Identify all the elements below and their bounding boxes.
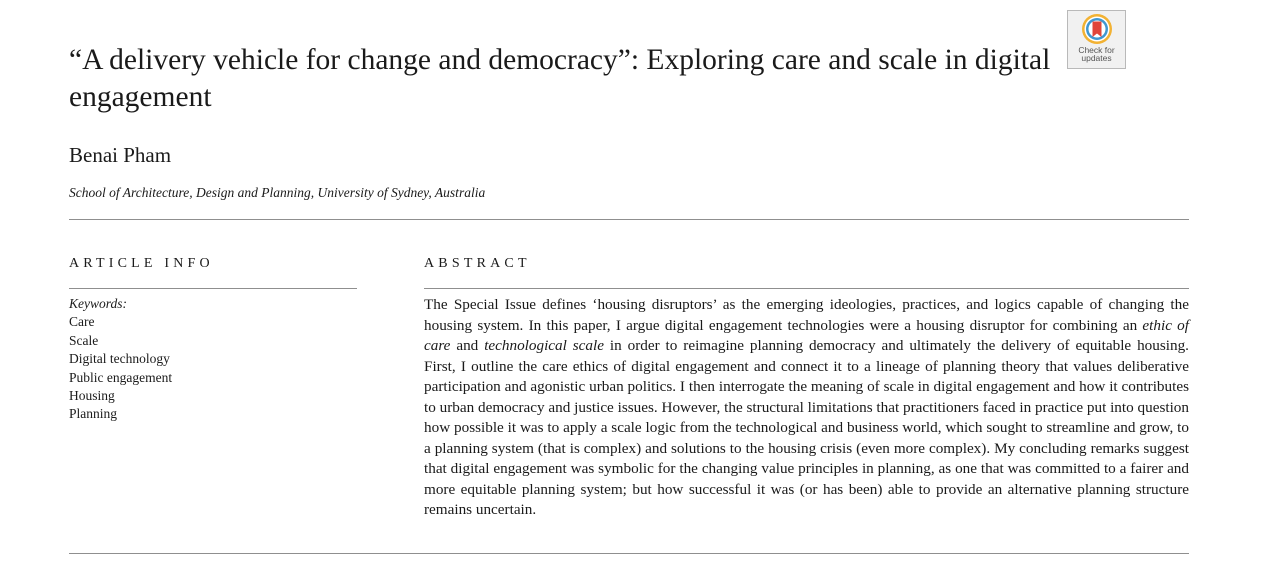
check-for-updates-icon	[1081, 13, 1113, 45]
keyword-item: Public engagement	[69, 369, 173, 385]
badge-label-line-2: updates	[1081, 53, 1112, 63]
article-info-heading: ARTICLE INFO	[69, 256, 214, 271]
abstract-divider	[424, 288, 1189, 289]
keywords-label: Keywords:	[69, 296, 127, 311]
badge-label-line-1: Check for	[1078, 45, 1115, 55]
footer-divider	[69, 553, 1189, 554]
author-name: Benai Pham	[69, 143, 172, 167]
abstract-emphasis-ethic-of-care: ethic of care	[424, 316, 1189, 354]
article-info-divider	[69, 288, 357, 289]
keyword-item: Digital technology	[69, 351, 170, 367]
header-divider	[69, 219, 1189, 220]
abstract-heading: ABSTRACT	[424, 256, 531, 271]
abstract-text-part-1: The Special Issue defines ‘housing disruptors’ as the emerging ideologies, practices, and logics capable of changing the housing system. In this paper, I argue digital engagement technologies were a housing disruptor for combining an	[424, 296, 1189, 334]
author-affiliation: School of Architecture, Design and Planning, University of Sydney, Australia	[69, 185, 486, 200]
check-for-updates-badge[interactable]	[1067, 10, 1126, 69]
keyword-item: Planning	[69, 406, 118, 422]
keywords-block	[69, 295, 172, 424]
article-title: “A delivery vehicle for change and democracy”: Exploring care and scale in digital engagement	[69, 44, 1051, 113]
abstract-text-part-2: and	[450, 337, 485, 354]
keyword-item: Scale	[69, 332, 99, 348]
keyword-item: Care	[69, 314, 95, 330]
keyword-item: Housing	[69, 388, 115, 404]
keywords-list	[69, 313, 172, 423]
abstract-emphasis-technological-scale: technological scale	[484, 337, 604, 354]
abstract-text	[424, 295, 1189, 521]
abstract-text-part-3: in order to reimagine planning democracy and ultimately the delivery of equitable housing. First, I outline the care ethics of digital engagement and connect it to a lineage of planning theory that values deliberative participation and agonistic urban politics. I then interrogate the meaning of scale in digital engagement and how it contributes to urban democracy and justice issues. However, the structural limitations that practitioners faced in practice put into question how possible it was to apply a scale logic from the technological and business world, which sought to streamline and grow, to a planning system (that is complex) and solutions to the housing crisis (even more complex). My concluding remarks suggest that digital engagement was symbolic for the changing value principles in planning, as one that was committed to a fairer and more equitable planning system; but how successful it was (or has been) able to provide an alternative planning structure remains uncertain.	[424, 337, 1189, 518]
badge-label	[1068, 46, 1125, 62]
